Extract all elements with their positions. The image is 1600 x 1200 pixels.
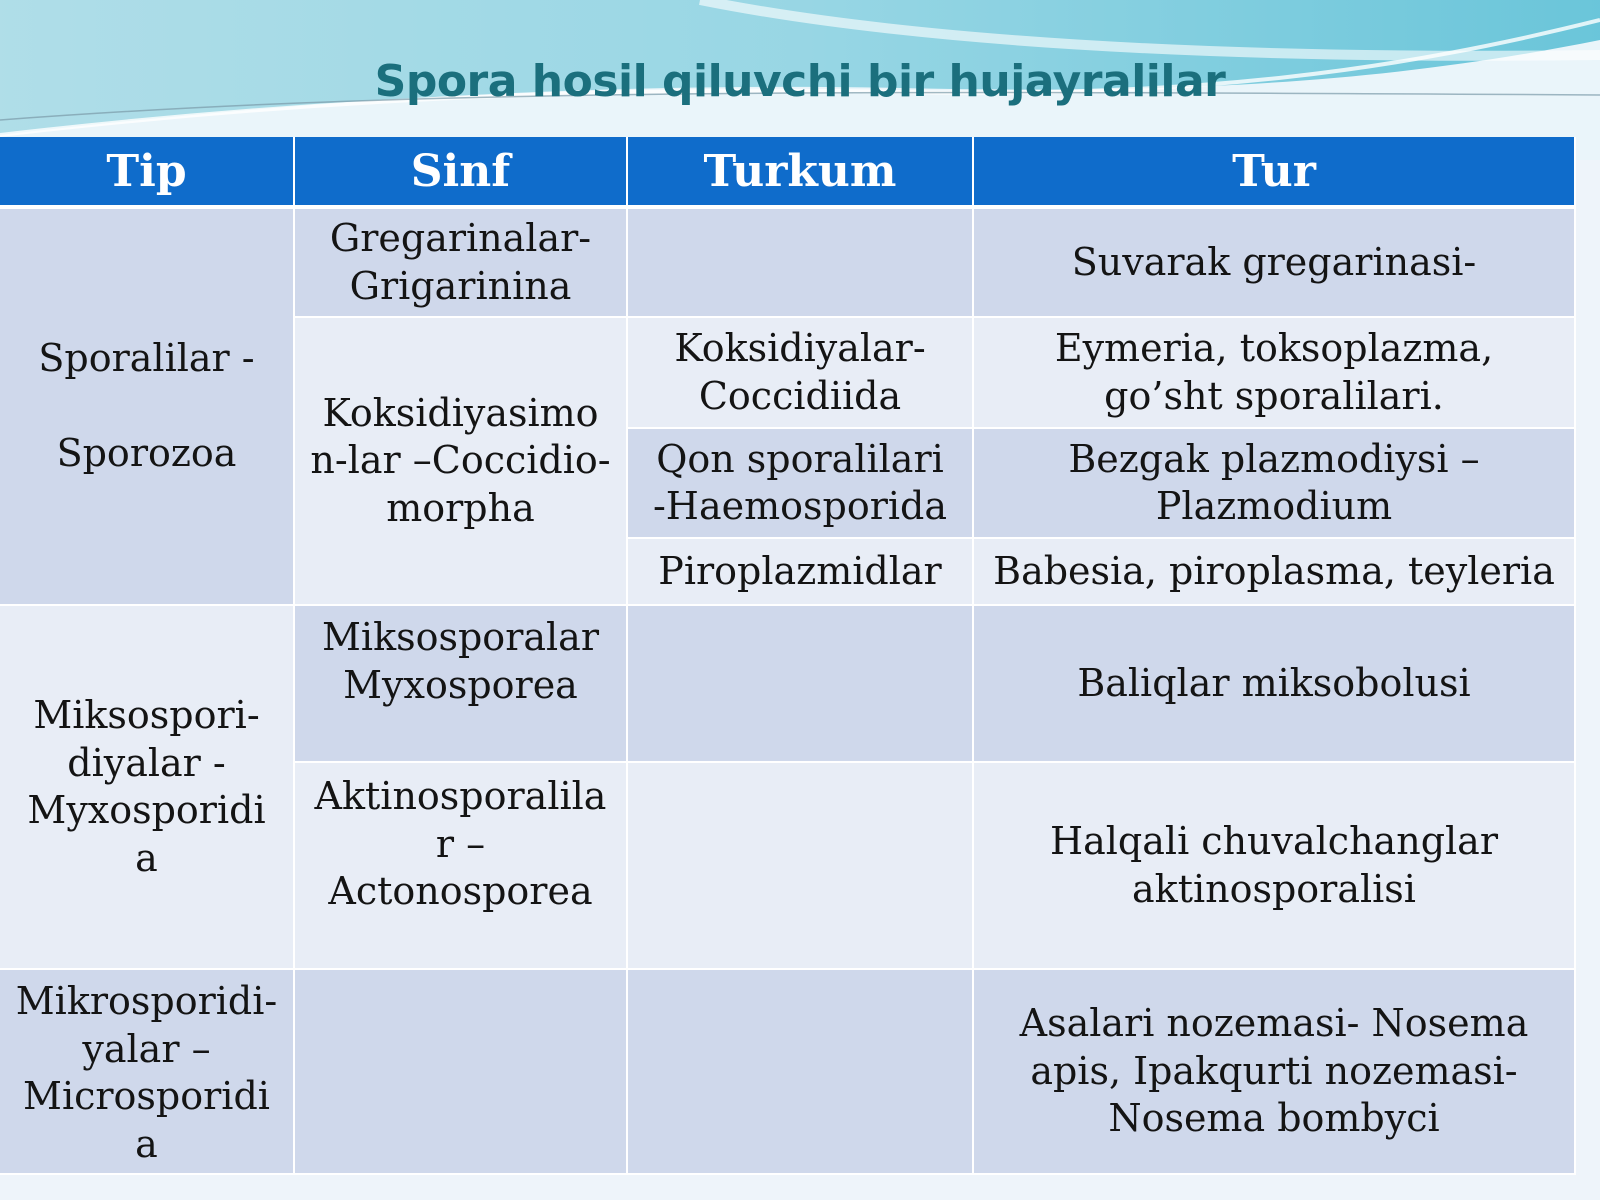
- turkum-qon-sporalilari: Qon sporalilari -Haemosporida: [627, 428, 973, 538]
- sinf-empty: [294, 969, 627, 1174]
- sinf-aktinosporalilar: Aktinosporalila r – Actonosporea: [294, 762, 627, 969]
- turkum-koksidiyalar: Koksidiyalar- Coccidiida: [627, 317, 973, 428]
- table-row: [0, 969, 1575, 1174]
- tip-miksosporidiyalar: Miksospori- diyalar - Myxosporidi a: [0, 605, 294, 969]
- header-turkum: Turkum: [627, 137, 973, 207]
- turkum-empty: [627, 762, 973, 969]
- tur-aktinosporalisi: Halqali chuvalchanglar aktinosporalisi: [973, 762, 1575, 969]
- table-row: [0, 605, 1575, 762]
- tur-gregarinalar: Suvarak gregarinasi-: [973, 207, 1575, 317]
- slide-title: Spora hosil qiluvchi bir hujayralilar: [374, 56, 1226, 107]
- turkum-empty: [627, 207, 973, 317]
- tur-miksobolus: Baliqlar miksobolusi: [973, 605, 1575, 762]
- turkum-empty: [627, 605, 973, 762]
- header-tip: Tip: [0, 137, 294, 207]
- tip-sporalilar: Sporalilar - Sporozoa: [0, 207, 294, 605]
- sinf-miksosporalar: Miksosporalar Myxosporea: [294, 605, 627, 762]
- turkum-empty: [627, 969, 973, 1174]
- tur-koksidiyalar: Eymeria, toksoplazma, go’sht sporalilari.: [973, 317, 1575, 428]
- tur-babesia: Babesia, piroplasma, teyleria: [973, 538, 1575, 605]
- sinf-koksidiyasimon: Koksidiyasimo n-lar –Coccidio- morpha: [294, 317, 627, 605]
- turkum-piroplazmidlar: Piroplazmidlar: [627, 538, 973, 605]
- tur-bezgak: Bezgak plazmodiysi – Plazmodium: [973, 428, 1575, 538]
- table-row: [0, 207, 1575, 317]
- sinf-gregarinalar: Gregarinalar- Grigarinina: [294, 207, 627, 317]
- header-row: [0, 137, 1575, 207]
- header-sinf: Sinf: [294, 137, 627, 207]
- tip-mikrosporidiyalar: Mikrosporidi- yalar – Microsporidi a: [0, 969, 294, 1174]
- tur-nosema: Asalari nozemasi- Nosema apis, Ipakqurti nozemasi- Nosema bombyci: [973, 969, 1575, 1174]
- classification-table: [0, 137, 1576, 1175]
- header-tur: Tur: [973, 137, 1575, 207]
